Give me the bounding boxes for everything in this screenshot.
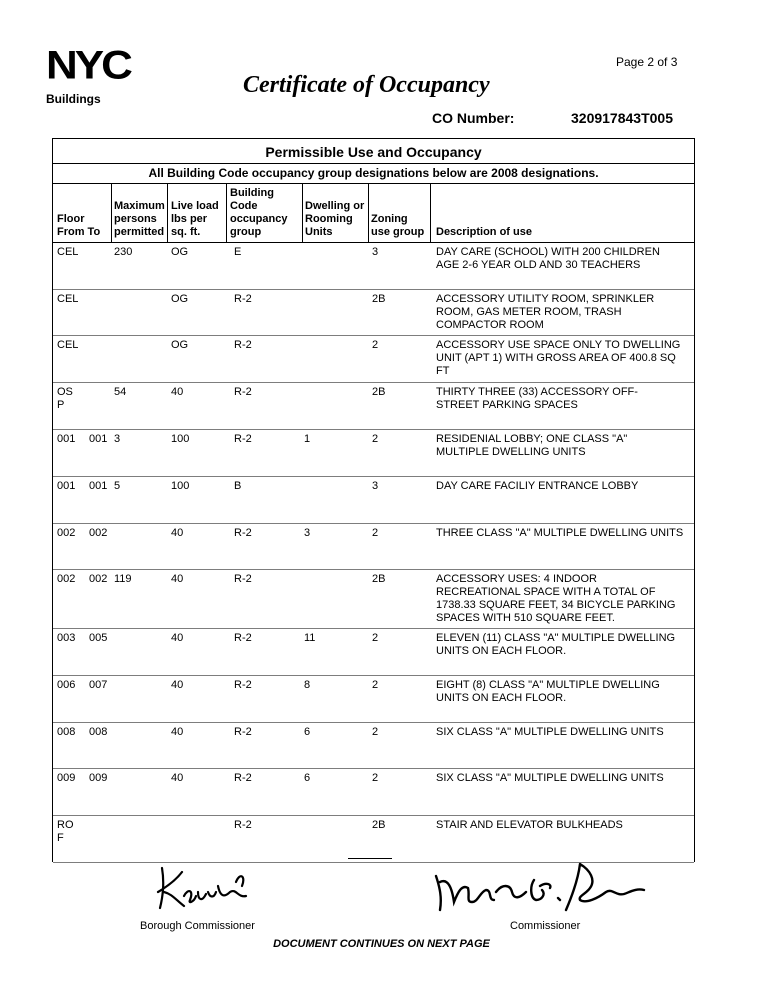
cell-max-persons: 54	[114, 386, 127, 398]
cell-occupancy-group: R-2	[234, 573, 252, 585]
cell-live-load: 40	[171, 632, 184, 644]
co-number-label: CO Number:	[432, 110, 515, 126]
cell-zoning: 2	[372, 679, 379, 691]
description-line: STAIR AND ELEVATOR BULKHEADS	[436, 819, 623, 831]
cell-dwelling-units: 3	[304, 527, 311, 539]
table-row	[53, 629, 694, 676]
cell-description	[436, 246, 660, 272]
cell-live-load: 40	[171, 726, 184, 738]
description-line: SIX CLASS "A" MULTIPLE DWELLING UNITS	[436, 772, 664, 784]
cell-floor-to: 002	[89, 573, 108, 585]
table-row	[53, 524, 694, 570]
table-row	[53, 243, 694, 290]
permissible-use-table	[52, 138, 695, 862]
cell-floor-from: 009	[57, 772, 76, 784]
cell-live-load: 40	[171, 527, 184, 539]
logo-nyc-text: NYC	[46, 43, 130, 88]
cell-live-load: 100	[171, 433, 190, 445]
commissioner-signature	[430, 858, 650, 918]
cell-zoning: 2B	[372, 386, 386, 398]
cell-dwelling-units: 8	[304, 679, 311, 691]
cell-max-persons: 119	[114, 573, 132, 585]
header-building-code: Building Code occupancy group	[230, 187, 288, 238]
cell-description	[436, 480, 638, 493]
cell-live-load: OG	[171, 339, 189, 351]
cell-floor-from: 008	[57, 726, 76, 738]
cell-floor-to: 002	[89, 527, 108, 539]
description-line: UNITS ON EACH FLOOR.	[436, 692, 567, 704]
description-line: DAY CARE (SCHOOL) WITH 200 CHILDREN	[436, 246, 660, 258]
document-continues-note: DOCUMENT CONTINUES ON NEXT PAGE	[273, 938, 490, 950]
cell-description	[436, 433, 627, 459]
cell-floor-from: RO F	[57, 819, 74, 844]
cell-occupancy-group: R-2	[234, 527, 252, 539]
cell-zoning: 2B	[372, 293, 386, 305]
description-line: DAY CARE FACILIY ENTRANCE LOBBY	[436, 480, 639, 492]
table-row	[53, 769, 694, 816]
cell-description	[436, 527, 683, 540]
cell-floor-from: CEL	[57, 246, 79, 258]
cell-max-persons: 230	[114, 246, 133, 258]
cell-live-load: 40	[171, 679, 184, 691]
cell-floor-to: 009	[89, 772, 108, 784]
cell-description	[436, 386, 638, 412]
header-floor: Floor From To	[57, 213, 101, 238]
cell-floor-to: 007	[89, 679, 108, 691]
cell-floor-to: 005	[89, 632, 108, 644]
cell-occupancy-group: B	[234, 480, 242, 492]
cell-description	[436, 632, 675, 658]
cell-occupancy-group: R-2	[234, 433, 252, 445]
cell-description	[436, 293, 654, 332]
description-line: STREET PARKING SPACES	[436, 399, 578, 411]
cell-zoning: 2	[372, 339, 379, 351]
cell-floor-to: 001	[89, 480, 108, 492]
cell-occupancy-group: R-2	[234, 819, 252, 831]
description-line: EIGHT (8) CLASS "A" MULTIPLE DWELLING	[436, 679, 660, 691]
cell-dwelling-units: 1	[304, 433, 311, 445]
cell-occupancy-group: R-2	[234, 726, 252, 738]
header-zoning: Zoning use group	[371, 213, 425, 238]
header-max-persons: Maximum persons permitted	[114, 200, 165, 238]
cell-zoning: 3	[372, 480, 379, 492]
cell-description	[436, 819, 623, 832]
cell-occupancy-group: R-2	[234, 632, 252, 644]
cell-dwelling-units: 11	[304, 632, 316, 644]
borough-commissioner-label: Borough Commissioner	[140, 920, 255, 932]
section-note: All Building Code occupancy group designations below are 2008 designations.	[53, 164, 694, 184]
description-line: AGE 2-6 YEAR OLD AND 30 TEACHERS	[436, 259, 641, 271]
page-indicator: Page 2 of 3	[616, 55, 678, 69]
description-line: ROOM, GAS METER ROOM, TRASH	[436, 306, 622, 318]
cell-zoning: 2B	[372, 573, 386, 585]
description-line: THREE CLASS "A" MULTIPLE DWELLING UNITS	[436, 527, 684, 539]
cell-max-persons: 5	[114, 480, 121, 492]
borough-commissioner-signature	[150, 862, 260, 914]
cell-floor-from: CEL	[57, 293, 79, 305]
cell-description	[436, 726, 664, 739]
table-row	[53, 570, 694, 629]
cell-zoning: 2	[372, 433, 379, 445]
table-row	[53, 723, 694, 769]
header-description: Description of use	[436, 226, 532, 238]
table-row	[53, 290, 694, 336]
cell-floor-from: 001	[57, 433, 76, 445]
cell-description	[436, 679, 660, 705]
cell-zoning: 2	[372, 632, 379, 644]
description-line: THIRTY THREE (33) ACCESSORY OFF-	[436, 386, 638, 398]
cell-floor-from: OS P	[57, 386, 73, 411]
cell-occupancy-group: R-2	[234, 772, 252, 784]
table-row	[53, 430, 694, 477]
table-row	[53, 383, 694, 430]
table-row	[53, 477, 694, 524]
description-line: SPACES WITH 510 SQUARE FEET.	[436, 612, 615, 624]
cell-floor-from: CEL	[57, 339, 79, 351]
logo-buildings-text: Buildings	[46, 92, 101, 106]
cell-floor-from: 001	[57, 480, 76, 492]
table-row	[53, 816, 694, 863]
cell-occupancy-group: E	[234, 246, 242, 258]
table-body	[53, 243, 694, 863]
cell-floor-from: 006	[57, 679, 76, 691]
cell-dwelling-units: 6	[304, 772, 311, 784]
cell-occupancy-group: R-2	[234, 339, 252, 351]
cell-floor-to: 001	[89, 433, 108, 445]
description-line: RECREATIONAL SPACE WITH A TOTAL OF	[436, 586, 656, 598]
description-line: COMPACTOR ROOM	[436, 319, 544, 331]
cell-live-load: 100	[171, 480, 190, 492]
cell-occupancy-group: R-2	[234, 679, 252, 691]
description-line: MULTIPLE DWELLING UNITS	[436, 446, 586, 458]
description-line: RESIDENIAL LOBBY; ONE CLASS "A"	[436, 433, 628, 445]
cell-floor-from: 002	[57, 573, 76, 585]
table-row	[53, 336, 694, 383]
cell-floor-from: 003	[57, 632, 76, 644]
cell-live-load: OG	[171, 246, 189, 258]
description-line: ACCESSORY USES: 4 INDOOR	[436, 573, 597, 585]
description-line: FT	[436, 365, 450, 377]
description-line: ACCESSORY UTILITY ROOM, SPRINKLER	[436, 293, 655, 305]
table-row	[53, 676, 694, 723]
cell-zoning: 2	[372, 726, 379, 738]
description-line: UNIT (APT 1) WITH GROSS AREA OF 400.8 SQ	[436, 352, 676, 364]
header-dwelling-units: Dwelling or Rooming Units	[305, 200, 365, 238]
header-live-load: Live load lbs per sq. ft.	[171, 200, 219, 238]
description-line: 1738.33 SQUARE FEET, 34 BICYCLE PARKING	[436, 599, 676, 611]
cell-occupancy-group: R-2	[234, 386, 252, 398]
cell-description	[436, 573, 675, 625]
cell-occupancy-group: R-2	[234, 293, 252, 305]
commissioner-label: Commissioner	[510, 920, 581, 932]
cell-floor-from: 002	[57, 527, 76, 539]
cell-description	[436, 772, 664, 785]
cell-dwelling-units: 6	[304, 726, 311, 738]
cell-zoning: 2B	[372, 819, 386, 831]
description-line: UNITS ON EACH FLOOR.	[436, 645, 567, 657]
table-header	[53, 184, 694, 243]
description-line: ELEVEN (11) CLASS "A" MULTIPLE DWELLING	[436, 632, 676, 644]
cell-zoning: 2	[372, 772, 379, 784]
description-line: ACCESSORY USE SPACE ONLY TO DWELLING	[436, 339, 681, 351]
co-number-value: 320917843T005	[571, 110, 673, 126]
cell-live-load: 40	[171, 772, 184, 784]
cell-live-load: 40	[171, 573, 184, 585]
cell-description	[436, 339, 680, 378]
cell-max-persons: 3	[114, 433, 121, 445]
section-title: Permissible Use and Occupancy	[53, 139, 694, 164]
cell-floor-to: 008	[89, 726, 108, 738]
cell-live-load: OG	[171, 293, 189, 305]
cell-zoning: 2	[372, 527, 379, 539]
document-title: Certificate of Occupancy	[243, 72, 490, 98]
cell-live-load: 40	[171, 386, 184, 398]
cell-zoning: 3	[372, 246, 379, 258]
description-line: SIX CLASS "A" MULTIPLE DWELLING UNITS	[436, 726, 664, 738]
nyc-buildings-logo	[46, 43, 161, 108]
